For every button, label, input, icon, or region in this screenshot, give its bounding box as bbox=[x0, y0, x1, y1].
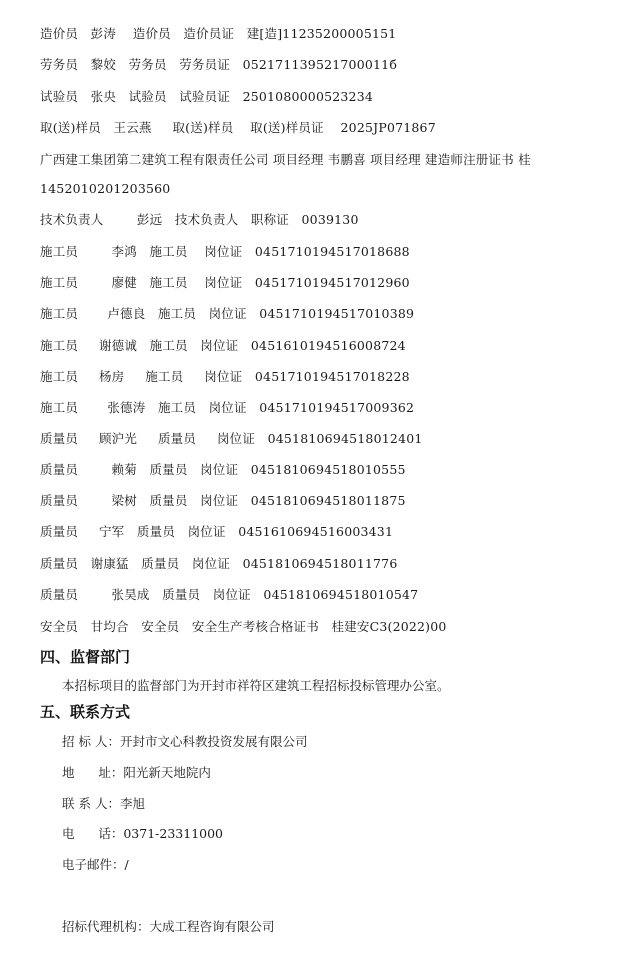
staff-cert-no: 0451710194517010389 bbox=[259, 306, 415, 321]
staff-position: 施工员 bbox=[149, 338, 188, 353]
staff-cert-type: 岗位证 bbox=[212, 587, 251, 602]
staff-name: 甘均合 bbox=[90, 619, 129, 634]
contact-row-phone bbox=[62, 826, 223, 842]
staff-cert-type: 岗位证 bbox=[200, 338, 239, 353]
supervision-text: 本招标项目的监督部门为开封市祥符区建筑工程招标投标管理办公室。 bbox=[62, 678, 450, 693]
staff-name: 彭涛 bbox=[90, 26, 117, 41]
section-heading-contact: 五、联系方式 bbox=[40, 703, 131, 721]
staff-role: 取(送)样员 bbox=[40, 120, 101, 135]
contact-label: 地 址： bbox=[62, 765, 124, 780]
staff-cert-no: 建[造]11235200005151 bbox=[246, 26, 397, 41]
staff-row bbox=[40, 244, 410, 260]
contact-row-agency bbox=[62, 919, 275, 935]
staff-cert-type: 岗位证 bbox=[200, 493, 239, 508]
staff-position: 施工员 bbox=[149, 275, 188, 290]
staff-role: 施工员 bbox=[40, 306, 79, 321]
staff-role: 质量员 bbox=[40, 493, 79, 508]
staff-name: 王云燕 bbox=[113, 120, 152, 135]
staff-name: 梁树 bbox=[111, 493, 137, 508]
staff-name: 张央 bbox=[90, 89, 117, 104]
staff-row bbox=[40, 212, 359, 228]
staff-position: 质量员 bbox=[149, 493, 188, 508]
staff-cert-no: 2501080000523234 bbox=[242, 89, 374, 104]
staff-name: 谢德诚 bbox=[98, 338, 138, 353]
staff-role: 质量员 bbox=[40, 431, 79, 446]
staff-role: 施工员 bbox=[40, 275, 79, 290]
staff-name: 宁军 bbox=[98, 524, 125, 539]
staff-row bbox=[40, 26, 396, 42]
staff-position: 质量员 bbox=[141, 556, 180, 571]
staff-row bbox=[40, 462, 406, 478]
staff-position: 施工员 bbox=[145, 369, 184, 384]
staff-cert-type: 劳务员证 bbox=[179, 57, 231, 72]
staff-name: 彭远 bbox=[136, 212, 163, 227]
staff-cert-no: 0451810694518010555 bbox=[250, 462, 406, 477]
contact-row-person bbox=[62, 796, 145, 812]
staff-row bbox=[40, 431, 423, 447]
staff-name: 张德涛 bbox=[107, 400, 146, 415]
staff-role: 施工员 bbox=[40, 400, 79, 415]
contact-label: 联 系 人： bbox=[62, 796, 120, 811]
staff-role: 质量员 bbox=[40, 462, 79, 477]
staff-cert-no: 0451710194517012960 bbox=[254, 275, 410, 290]
staff-position: 质量员 bbox=[157, 431, 197, 446]
staff-cert-type: 岗位证 bbox=[187, 524, 226, 539]
staff-row bbox=[40, 275, 410, 291]
staff-position: 安全员 bbox=[141, 619, 180, 634]
staff-role: 质量员 bbox=[40, 587, 79, 602]
staff-cert-type: 岗位证 bbox=[191, 556, 231, 571]
staff-cert-no: 0451810694518011875 bbox=[250, 493, 406, 508]
contact-row-tenderer bbox=[62, 734, 307, 750]
staff-row bbox=[40, 556, 397, 572]
staff-cert-no: 0451710194517018228 bbox=[254, 369, 410, 384]
staff-cert-no: 2025JP071867 bbox=[340, 120, 436, 135]
staff-name: 黎姣 bbox=[90, 57, 117, 72]
contact-value: 0371-23311000 bbox=[123, 826, 224, 841]
staff-name: 李鸿 bbox=[111, 244, 137, 259]
staff-cert-no: 0451610194516008724 bbox=[250, 338, 406, 353]
staff-position: 施工员 bbox=[149, 244, 188, 259]
staff-row bbox=[40, 369, 410, 385]
staff-position: 试验员 bbox=[128, 89, 167, 104]
contact-row-address bbox=[62, 765, 211, 781]
staff-position: 质量员 bbox=[149, 462, 188, 477]
staff-name: 顾沪光 bbox=[98, 431, 138, 446]
staff-cert-type: 岗位证 bbox=[204, 275, 243, 290]
staff-position: 质量员 bbox=[136, 524, 176, 539]
staff-cert-no: 0039130 bbox=[301, 212, 359, 227]
staff-name: 赖菊 bbox=[111, 462, 137, 477]
staff-name: 廖健 bbox=[111, 275, 137, 290]
staff-position: 技术负责人 bbox=[174, 212, 239, 227]
staff-cert-no: 052171139521700011б bbox=[242, 57, 398, 72]
staff-role: 造价员 bbox=[40, 26, 79, 41]
staff-position: 施工员 bbox=[157, 400, 197, 415]
staff-row bbox=[40, 400, 414, 416]
staff-cert-type: 造价员证 bbox=[183, 26, 235, 41]
staff-role: 施工员 bbox=[40, 369, 79, 384]
staff-name: 杨房 bbox=[98, 369, 125, 384]
staff-cert-no: 0451710194517018688 bbox=[254, 244, 410, 259]
section-heading-supervision: 四、监督部门 bbox=[40, 648, 131, 666]
staff-cert-no: 0451710194517009362 bbox=[259, 400, 415, 415]
staff-row bbox=[40, 619, 447, 635]
staff-role: 质量员 bbox=[40, 524, 79, 539]
staff-role: 技术负责人 bbox=[40, 212, 104, 227]
contact-value: / bbox=[124, 857, 129, 872]
staff-role: 质量员 bbox=[40, 556, 79, 571]
staff-role: 试验员 bbox=[40, 89, 79, 104]
staff-position: 取(送)样员 bbox=[172, 120, 234, 135]
staff-cert-type: 试验员证 bbox=[179, 89, 231, 104]
staff-row bbox=[40, 120, 436, 136]
staff-row bbox=[40, 587, 418, 603]
staff-cert-type: 岗位证 bbox=[204, 369, 243, 384]
staff-role: 施工员 bbox=[40, 338, 79, 353]
agency-label: 招标代理机构： bbox=[62, 919, 150, 934]
staff-name: 卢德良 bbox=[107, 306, 146, 321]
staff-position: 造价员 bbox=[132, 26, 171, 41]
staff-row bbox=[40, 57, 397, 73]
staff-role: 劳务员 bbox=[40, 57, 79, 72]
staff-cert-type: 岗位证 bbox=[216, 431, 256, 446]
staff-row bbox=[40, 338, 406, 354]
staff-cert-type: 岗位证 bbox=[200, 462, 239, 477]
staff-name: 张昊成 bbox=[111, 587, 150, 602]
staff-row bbox=[40, 306, 414, 322]
staff-cert-type: 岗位证 bbox=[208, 400, 247, 415]
staff-cert-type: 岗位证 bbox=[204, 244, 243, 259]
staff-cert-no: 0451810694518011776 bbox=[242, 556, 398, 571]
manager-line-1: 广西建工集团第二建筑工程有限责任公司 项目经理 韦鹏喜 项目经理 建造师注册证书 桂 bbox=[40, 152, 531, 167]
staff-cert-type: 取(送)样员证 bbox=[250, 120, 324, 135]
staff-position: 施工员 bbox=[157, 306, 197, 321]
staff-name: 谢康猛 bbox=[90, 556, 129, 571]
staff-cert-type: 安全生产考核合格证书 bbox=[191, 619, 319, 634]
contact-row-email bbox=[62, 857, 129, 873]
staff-cert-no: 0451610694516003431 bbox=[238, 524, 394, 539]
contact-value: 开封市文心科教投资发展有限公司 bbox=[119, 734, 308, 749]
staff-row bbox=[40, 524, 393, 540]
staff-cert-no: 0451810694518010547 bbox=[263, 587, 419, 602]
staff-cert-no: 桂建安C3(2022)00 bbox=[331, 619, 447, 634]
staff-position: 质量员 bbox=[162, 587, 201, 602]
staff-position: 劳务员 bbox=[128, 57, 167, 72]
staff-role: 施工员 bbox=[40, 244, 79, 259]
staff-row bbox=[40, 89, 373, 105]
contact-label: 招 标 人： bbox=[62, 734, 120, 749]
contact-label: 电子邮件： bbox=[62, 857, 125, 872]
manager-line-2: 1452010201203560 bbox=[40, 181, 171, 196]
staff-role: 安全员 bbox=[40, 619, 79, 634]
agency-value: 大成工程咨询有限公司 bbox=[149, 919, 275, 934]
contact-value: 阳光新天地院内 bbox=[123, 765, 211, 780]
staff-cert-type: 岗位证 bbox=[208, 306, 247, 321]
staff-row bbox=[40, 493, 406, 509]
staff-cert-type: 职称证 bbox=[250, 212, 289, 227]
staff-cert-no: 0451810694518012401 bbox=[267, 431, 423, 446]
contact-value: 李旭 bbox=[119, 796, 145, 811]
contact-label: 电 话： bbox=[62, 826, 124, 841]
